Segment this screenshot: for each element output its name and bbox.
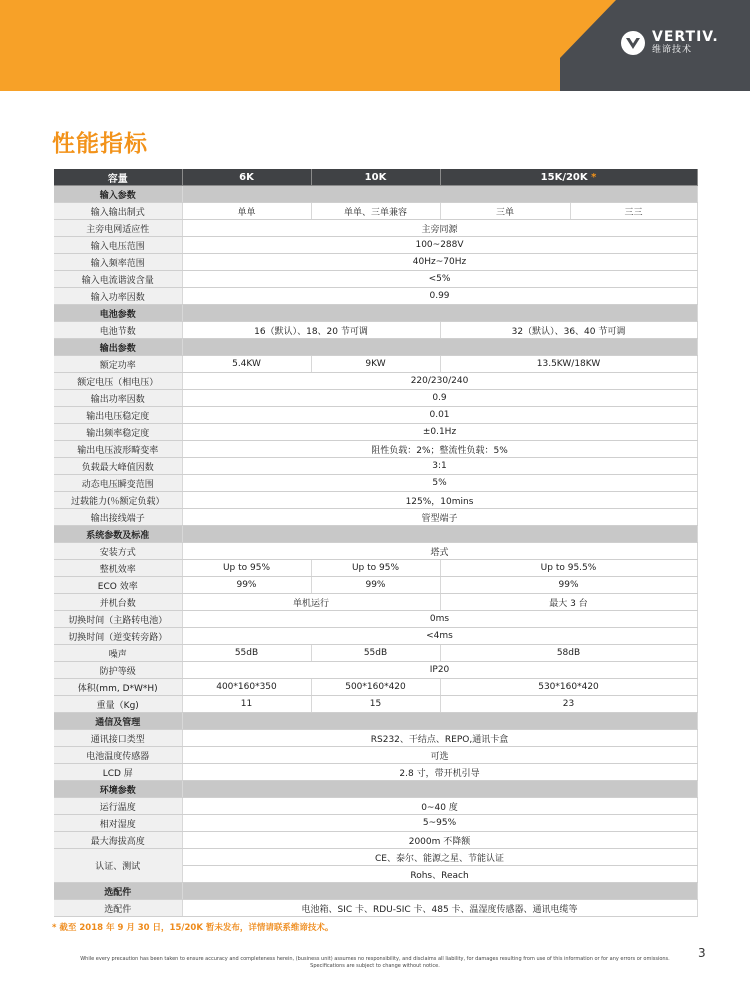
cell-6k: Up to 95% (182, 560, 311, 577)
brand-name: VERTIV. (652, 29, 719, 45)
row-label: ECO 效率 (54, 577, 182, 594)
cell-6k: 11 (182, 696, 311, 713)
table-row (54, 475, 697, 492)
cell-value: 塔式 (182, 543, 697, 560)
cell-6k: 55dB (182, 645, 311, 662)
table-row (54, 509, 697, 526)
table-row (54, 458, 697, 475)
table-row (54, 220, 697, 237)
cell-15k: 三单 (440, 203, 570, 220)
row-label: 电池温度传感器 (54, 747, 182, 764)
row-label: LCD 屏 (54, 764, 182, 781)
row-label: 相对湿度 (54, 815, 182, 832)
table-row (54, 424, 697, 441)
table-row (54, 560, 697, 577)
disclaimer (0, 956, 750, 970)
row-label: 电池节数 (54, 322, 182, 339)
row-label: 整机效率 (54, 560, 182, 577)
row-label: 体积(mm, D*W*H) (54, 679, 182, 696)
page-header (0, 0, 750, 91)
row-label: 运行温度 (54, 798, 182, 815)
section-battery: 电池参数 (54, 305, 182, 322)
section-input: 输入参数 (54, 186, 182, 203)
cell-6k: 99% (182, 577, 311, 594)
row-label: 负载最大峰值因数 (54, 458, 182, 475)
section-row (54, 305, 697, 322)
cell-value: 0.9 (182, 390, 697, 407)
cell-large-models: 最大 3 台 (440, 594, 697, 611)
cell-10k: 9KW (311, 356, 440, 373)
section-row (54, 883, 697, 900)
row-label: 输入电流谐波含量 (54, 271, 182, 288)
row-label: 输出电压稳定度 (54, 407, 182, 424)
row-label: 输出接线端子 (54, 509, 182, 526)
cell-value: 5% (182, 475, 697, 492)
row-label: 噪声 (54, 645, 182, 662)
cell-large-models: 32（默认）、36、40 节可调 (440, 322, 697, 339)
cell-10k: 单单、三单兼容 (311, 203, 440, 220)
cell-6k: 400*160*350 (182, 679, 311, 696)
table-row (54, 900, 697, 917)
row-label: 认证、测试 (54, 849, 182, 883)
row-label: 安装方式 (54, 543, 182, 560)
table-row (54, 373, 697, 390)
cell-15k-20k: Up to 95.5% (440, 560, 697, 577)
cell-15k-20k: 13.5KW/18KW (440, 356, 697, 373)
cell-value: 125%，10mins (182, 492, 697, 509)
table-row (54, 832, 697, 849)
table-row (54, 356, 697, 373)
cell-value: 3:1 (182, 458, 697, 475)
section-row (54, 186, 697, 203)
cell-6k: 5.4KW (182, 356, 311, 373)
table-row (54, 577, 697, 594)
cell-value: <4ms (182, 628, 697, 645)
row-label: 重量（Kg) (54, 696, 182, 713)
header-10k: 10K (311, 169, 440, 186)
cell-value: <5% (182, 271, 697, 288)
row-label: 切换时间（主路转电池） (54, 611, 182, 628)
cell-value: 主旁同源 (182, 220, 697, 237)
cell-value: Rohs、Reach (182, 866, 697, 883)
cell-value: 40Hz~70Hz (182, 254, 697, 271)
table-row (54, 237, 697, 254)
cell-value: 5~95% (182, 815, 697, 832)
disclaimer-line-1: While every precaution has been taken to ensure accuracy and completeness herein, (business unit) assumes no responsibility, and disclaims all liability, for damages resulting from use of this information or for any errors or omissions. (80, 956, 670, 962)
table-row (54, 288, 697, 305)
vertiv-logo-icon (620, 30, 646, 56)
cell-10k: 500*160*420 (311, 679, 440, 696)
header-capacity: 容量 (54, 169, 182, 186)
section-output: 输出参数 (54, 339, 182, 356)
row-label: 最大海拔高度 (54, 832, 182, 849)
row-label: 动态电压瞬变范围 (54, 475, 182, 492)
row-label: 输出功率因数 (54, 390, 182, 407)
table-row (54, 679, 697, 696)
table-row (54, 407, 697, 424)
cell-value: 0ms (182, 611, 697, 628)
cell-6k: 单单 (182, 203, 311, 220)
row-label: 输入频率范围 (54, 254, 182, 271)
row-label: 额定功率 (54, 356, 182, 373)
table-row (54, 764, 697, 781)
cell-10k: Up to 95% (311, 560, 440, 577)
table-row (54, 254, 697, 271)
row-label: 主旁电网适应性 (54, 220, 182, 237)
header-star: * (591, 171, 597, 183)
table-row (54, 441, 697, 458)
table-row (54, 628, 697, 645)
table-row (54, 322, 697, 339)
cell-10k: 15 (311, 696, 440, 713)
cell-value: 阻性负载：2%；整流性负载：5% (182, 441, 697, 458)
table-row (54, 594, 697, 611)
table-row (54, 543, 697, 560)
table-row (54, 271, 697, 288)
cell-value: 可选 (182, 747, 697, 764)
row-label: 防护等级 (54, 662, 182, 679)
row-label: 输出电压波形畸变率 (54, 441, 182, 458)
table-row (54, 662, 697, 679)
row-label: 输出频率稳定度 (54, 424, 182, 441)
table-row (54, 747, 697, 764)
table-row (54, 611, 697, 628)
row-label: 输入电压范围 (54, 237, 182, 254)
disclaimer-line-2: Specifications are subject to change without notice. (310, 963, 440, 969)
header-15k-20k (440, 169, 697, 186)
row-label: 切换时间（逆变转旁路） (54, 628, 182, 645)
section-row (54, 713, 697, 730)
cell-value: 220/230/240 (182, 373, 697, 390)
row-label: 输入输出制式 (54, 203, 182, 220)
section-options: 选配件 (54, 883, 182, 900)
section-row (54, 339, 697, 356)
cell-small-models: 16（默认）、18、20 节可调 (182, 322, 440, 339)
table-header-row (54, 169, 697, 186)
table-row (54, 696, 697, 713)
row-label: 额定电压（相电压） (54, 373, 182, 390)
cell-15k-20k: 58dB (440, 645, 697, 662)
cell-value: 2.8 寸，带开机引导 (182, 764, 697, 781)
cell-value: 100~288V (182, 237, 697, 254)
table-row (54, 730, 697, 747)
cell-10k: 55dB (311, 645, 440, 662)
cell-value: 管型端子 (182, 509, 697, 526)
section-system: 系统参数及标准 (54, 526, 182, 543)
cell-value: IP20 (182, 662, 697, 679)
page-title: 性能指标 (52, 131, 148, 157)
cell-20k: 三三 (570, 203, 697, 220)
section-comm: 通信及管理 (54, 713, 182, 730)
brand-name-cn: 维谛技术 (652, 45, 693, 55)
cell-value: 0.01 (182, 407, 697, 424)
cell-10k: 99% (311, 577, 440, 594)
cell-15k-20k: 530*160*420 (440, 679, 697, 696)
cell-15k-20k: 99% (440, 577, 697, 594)
cell-15k-20k: 23 (440, 696, 697, 713)
cell-value: ±0.1Hz (182, 424, 697, 441)
row-label: 通讯接口类型 (54, 730, 182, 747)
row-label: 输入功率因数 (54, 288, 182, 305)
row-label: 并机台数 (54, 594, 182, 611)
cell-value: 0.99 (182, 288, 697, 305)
table-row (54, 815, 697, 832)
cell-value: RS232、干结点、REPO,通讯卡盒 (182, 730, 697, 747)
cell-value: CE、泰尔、能源之星、节能认证 (182, 849, 697, 866)
footnote: * 截至 2018 年 9 月 30 日，15/20K 暂未发布，详情请联系维谛技术。 (52, 923, 334, 933)
table-row (54, 390, 697, 407)
section-row (54, 526, 697, 543)
cell-value: 电池箱、SIC 卡、RDU-SIC 卡、485 卡、温湿度传感器、通讯电缆等 (182, 900, 697, 917)
row-label: 选配件 (54, 900, 182, 917)
cell-value: 0~40 度 (182, 798, 697, 815)
cell-value: 2000m 不降额 (182, 832, 697, 849)
table-row (54, 798, 697, 815)
cell-small-models: 单机运行 (182, 594, 440, 611)
vertiv-logo (620, 30, 719, 56)
table-row (54, 645, 697, 662)
section-env: 环境参数 (54, 781, 182, 798)
page-number: 3 (698, 946, 706, 960)
table-row (54, 203, 697, 220)
section-row (54, 781, 697, 798)
table-row (54, 492, 697, 509)
table-row (54, 849, 697, 866)
row-label: 过载能力(％额定负载） (54, 492, 182, 509)
header-6k: 6K (182, 169, 311, 186)
header-15k-20k-label: 15K/20K (540, 171, 588, 183)
spec-table (54, 169, 698, 917)
